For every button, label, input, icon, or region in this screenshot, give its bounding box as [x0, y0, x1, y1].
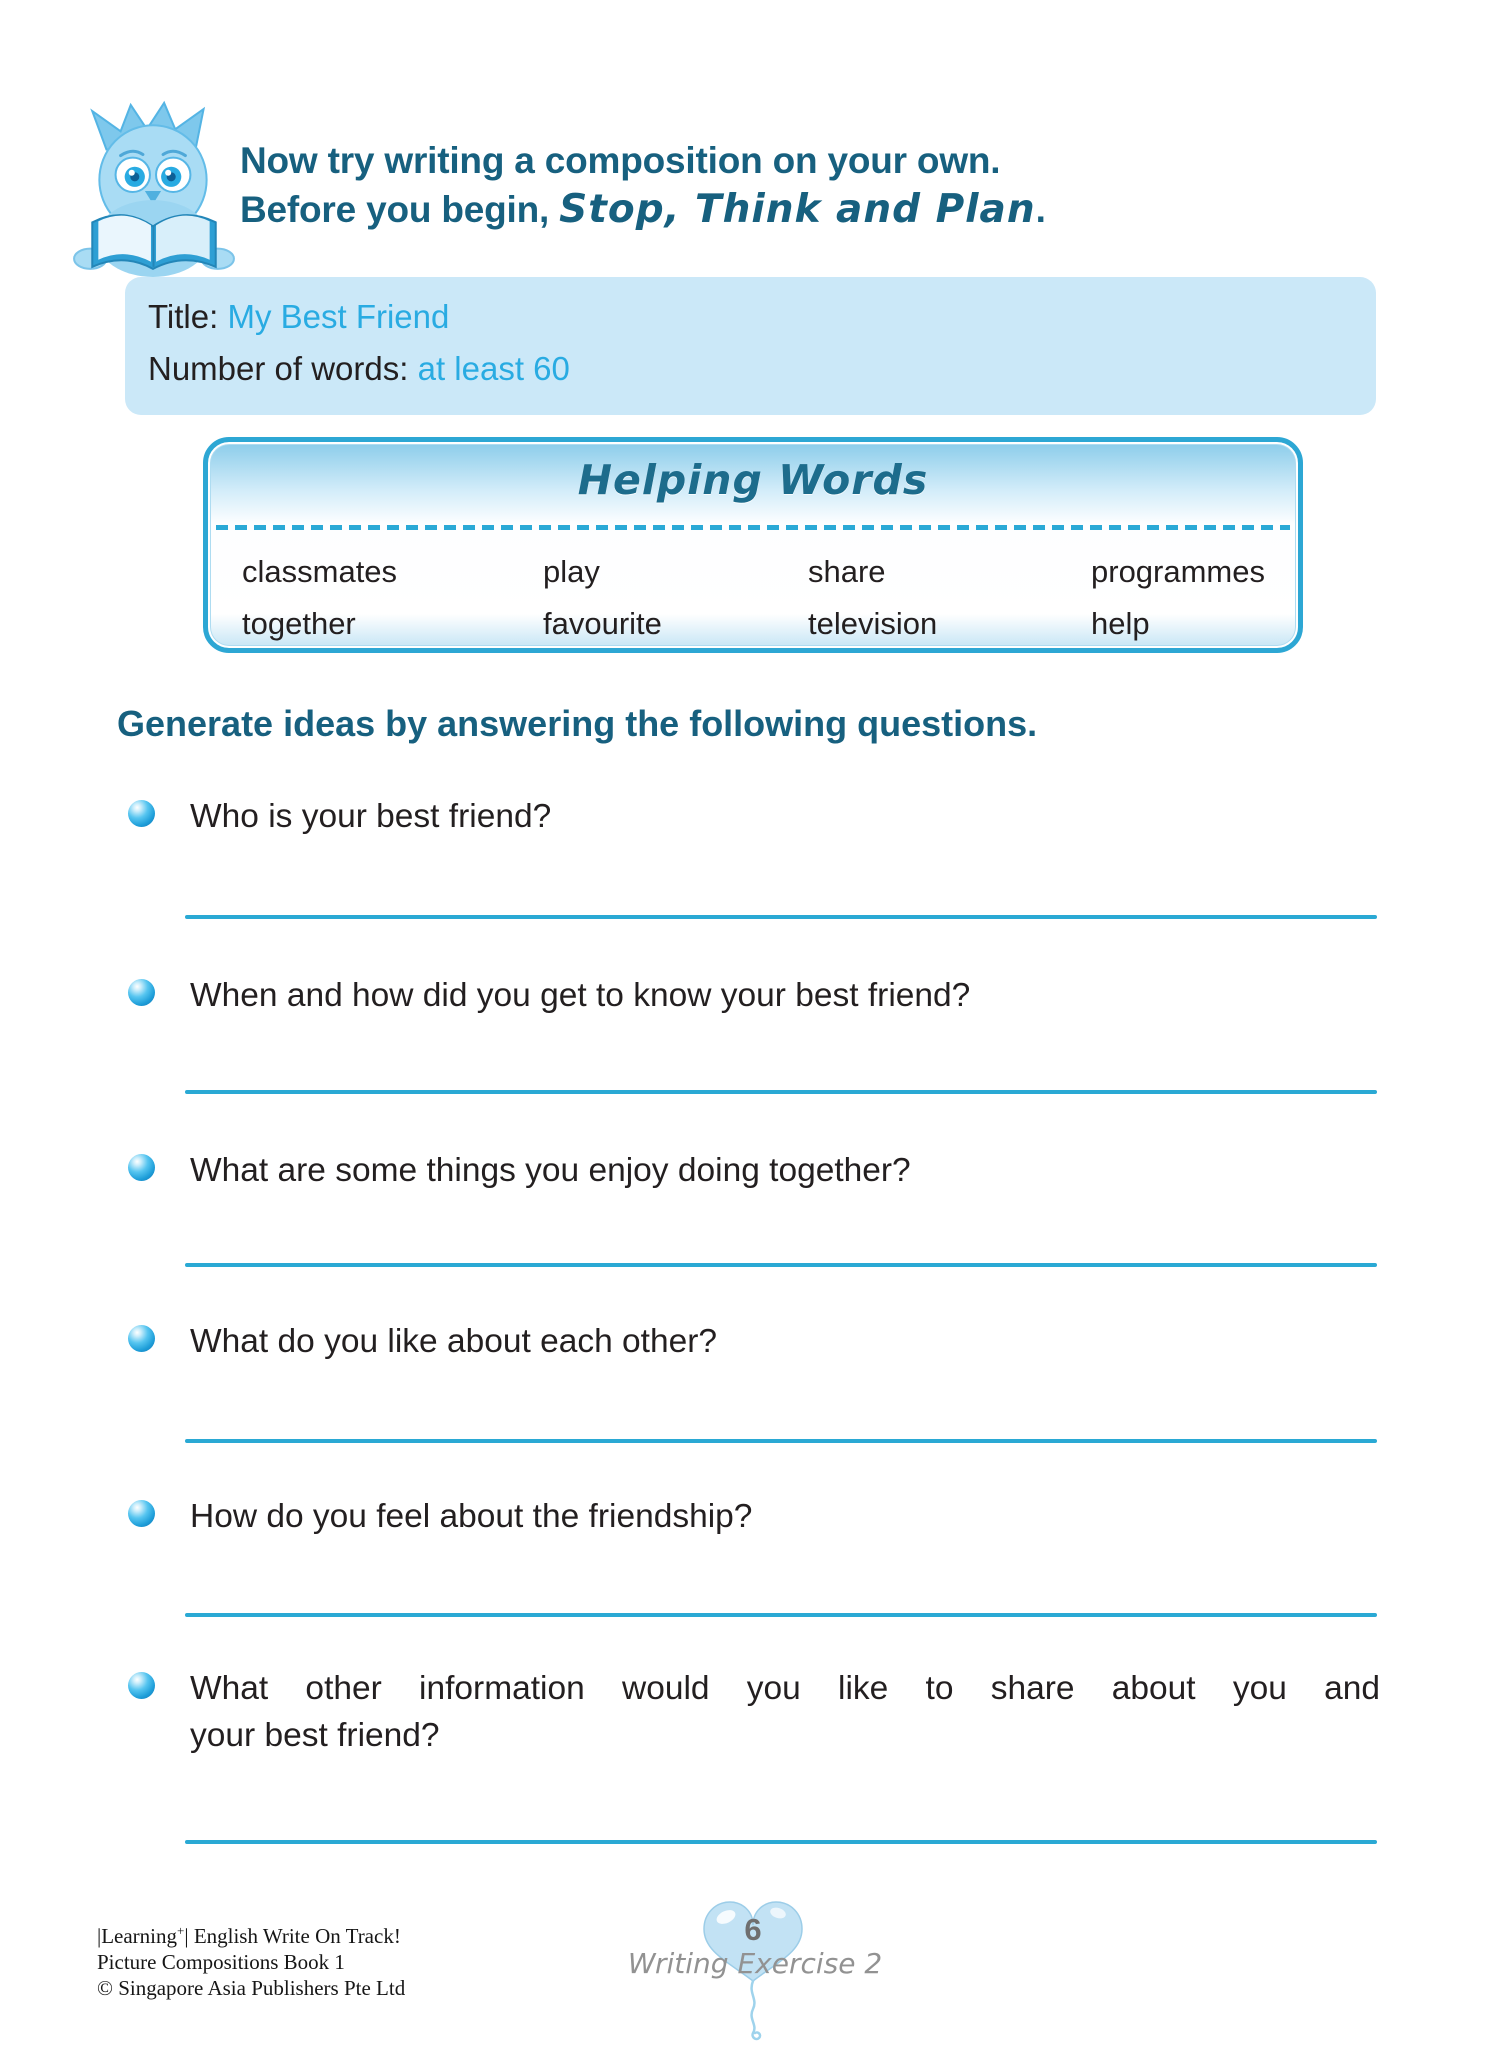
- bullet-icon: [128, 1154, 155, 1181]
- heading-line-2-period: .: [1035, 189, 1046, 230]
- instruction-heading: Generate ideas by answering the following questions.: [117, 703, 1038, 744]
- title-line: [148, 291, 1376, 343]
- bullet-icon: [128, 1325, 155, 1352]
- question-text-2: When and how did you get to know your best friend?: [190, 977, 971, 1014]
- heading-stop-think-plan: Stop, Think and Plan: [559, 187, 1036, 232]
- helping-words-list: [242, 546, 1288, 650]
- word-count-label: Number of words:: [148, 350, 409, 387]
- word-count-line: [148, 343, 1376, 395]
- title-value: My Best Friend: [227, 298, 450, 335]
- exercise-label: Writing Exercise 2: [627, 1947, 883, 1980]
- imprint-line-3: © Singapore Asia Publishers Pte Ltd: [97, 1976, 406, 2000]
- question-text-4: What do you like about each other?: [190, 1323, 718, 1360]
- question-item-2: [128, 972, 1388, 1019]
- bullet-icon: [128, 800, 155, 827]
- helping-word: play: [543, 554, 600, 589]
- helping-word: share: [808, 554, 886, 589]
- question-item-6: [128, 1665, 1388, 1759]
- answer-line-6[interactable]: [185, 1840, 1377, 1844]
- owl-mascot-icon: [68, 96, 240, 290]
- question-text-3: What are some things you enjoy doing together?: [190, 1152, 911, 1189]
- answer-line-4[interactable]: [185, 1439, 1377, 1443]
- helping-words-title: Helping Words: [577, 456, 929, 504]
- helping-word: together: [242, 606, 356, 641]
- dashed-divider: [216, 525, 1290, 530]
- heading-line-2: [240, 185, 1240, 234]
- word-count-value: at least 60: [417, 350, 570, 387]
- page-number: 6: [744, 1912, 762, 1947]
- helping-word: classmates: [242, 554, 398, 589]
- bullet-icon: [128, 979, 155, 1006]
- page-heading: [240, 136, 1240, 234]
- question-text-6: [190, 1665, 1380, 1759]
- answer-line-3[interactable]: [185, 1263, 1377, 1267]
- imprint-series: | English Write On Track!: [184, 1924, 401, 1948]
- answer-line-1[interactable]: [185, 915, 1377, 919]
- question-text-5: How do you feel about the friendship?: [190, 1498, 753, 1535]
- answer-line-5[interactable]: [185, 1613, 1377, 1617]
- heading-line-2-prefix: Before you begin,: [240, 189, 560, 230]
- bullet-icon: [128, 1672, 155, 1699]
- imprint-brand: |Learning: [97, 1924, 178, 1948]
- bullet-icon: [128, 1500, 155, 1527]
- question-item-5: [128, 1493, 1388, 1540]
- imprint-brand-plus: +: [177, 1923, 185, 1938]
- publisher-imprint: [97, 1918, 405, 2001]
- question-text-1: Who is your best friend?: [190, 798, 552, 835]
- helping-word: help: [1091, 606, 1150, 641]
- heading-line-1: Now try writing a composition on your own.: [240, 140, 1001, 181]
- question-item-4: [128, 1318, 1388, 1365]
- helping-word: television: [808, 606, 938, 641]
- helping-words-box: [203, 437, 1303, 653]
- question-text-6-line1: What other information would you like to share about you and: [190, 1670, 1380, 1707]
- question-item-1: [128, 793, 1388, 840]
- question-item-3: [128, 1147, 1388, 1194]
- imprint-line-2: Picture Compositions Book 1: [97, 1950, 345, 1974]
- title-label: Title:: [148, 298, 219, 335]
- question-text-6-line2: your best friend?: [190, 1717, 440, 1754]
- task-info-box: [125, 277, 1376, 415]
- answer-line-2[interactable]: [185, 1090, 1377, 1094]
- helping-word: programmes: [1091, 554, 1265, 589]
- imprint-line-1: [97, 1918, 405, 1949]
- helping-word: favourite: [543, 606, 662, 641]
